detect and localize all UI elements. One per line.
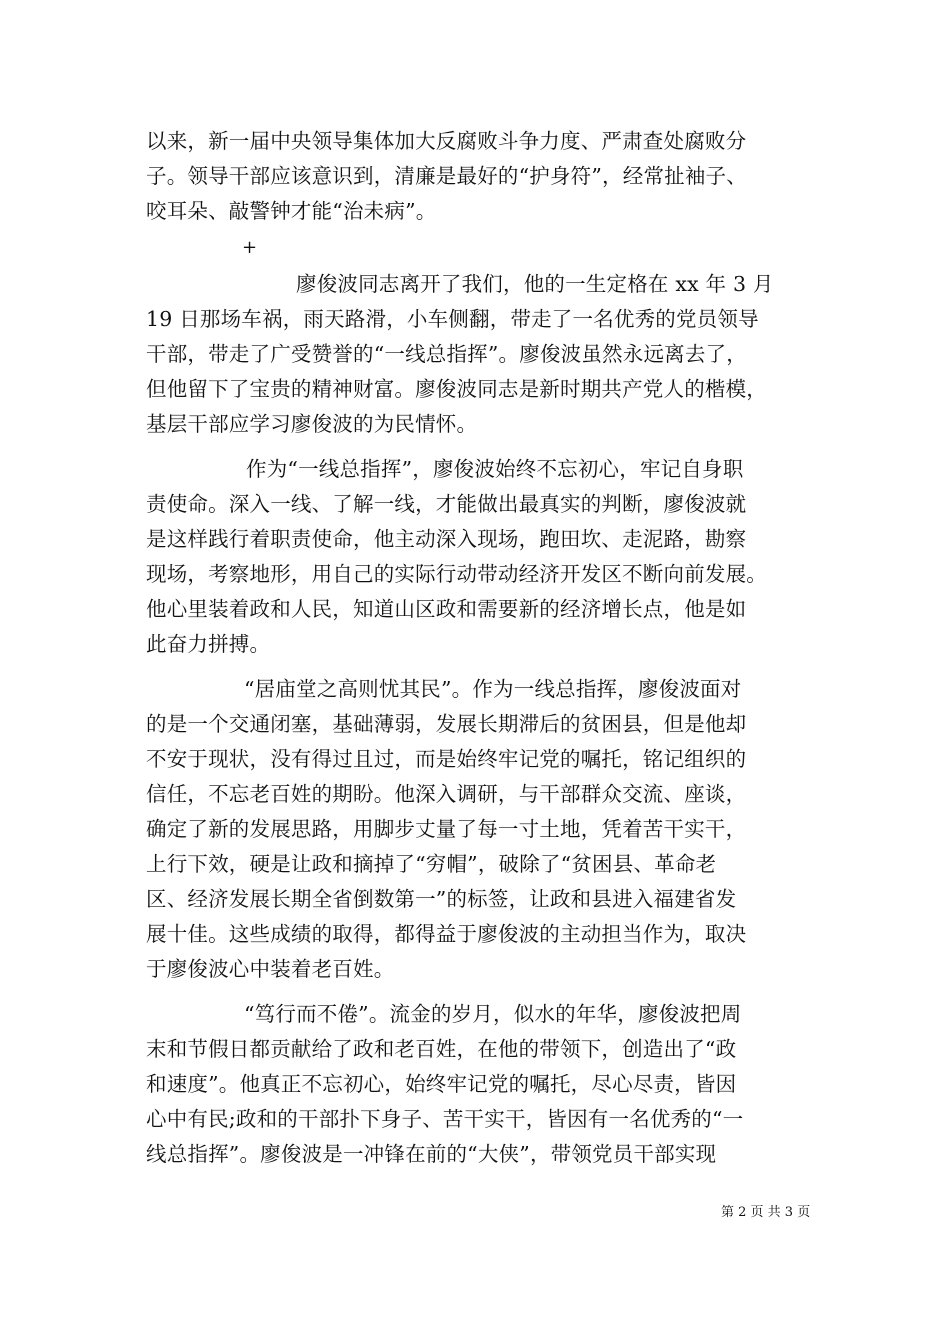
text-line: 基层干部应学习廖俊波的为民情怀。 bbox=[146, 412, 478, 436]
text-line: 心中有民;政和的干部扑下身子、苦干实干，皆因有一名优秀的“一 bbox=[146, 1107, 744, 1131]
page-number-footer: 第 2 页 共 3 页 bbox=[721, 1205, 811, 1220]
text-line: 以来，新一届中央领导集体加大反腐败斗争力度、严肃查处腐败分 bbox=[146, 129, 747, 153]
text-line: 上行下效，硬是让政和摘掉了“穷帽”，破除了“贫困县、革命老 bbox=[146, 852, 717, 876]
text-line: 确定了新的发展思路，用脚步丈量了每一寸土地，凭着苦干实干， bbox=[146, 817, 747, 841]
text-line: 咬耳朵、敲警钟才能“治未病”。 bbox=[146, 199, 437, 223]
text-line: 线总指挥”。廖俊波是一冲锋在前的“大侠”，带领党员干部实现 bbox=[146, 1142, 717, 1166]
text-line: 区、经济发展长期全省倒数第一”的标签，让政和县进入福建省发 bbox=[146, 887, 737, 911]
text-line: 子。领导干部应该意识到，清廉是最好的“护身符”，经常扯袖子、 bbox=[146, 164, 747, 188]
text-line: 他心里装着政和人民，知道山区政和需要新的经济增长点，他是如 bbox=[146, 597, 747, 621]
paragraph-first-line: 廖俊波同志离开了我们，他的一生定格在 xx 年 3 月 bbox=[296, 272, 774, 296]
text-line: 信任，不忘老百姓的期盼。他深入调研，与干部群众交流、座谈， bbox=[146, 782, 747, 806]
text-line: 于廖俊波心中装着老百姓。 bbox=[146, 957, 395, 981]
text-line: 是这样践行着职责使命，他主动深入现场，跑田坎、走泥路，勘察 bbox=[146, 527, 747, 551]
text-line: 责使命。深入一线、了解一线，才能做出最真实的判断，廖俊波就 bbox=[146, 492, 747, 516]
plus-marker: + bbox=[242, 237, 258, 258]
text-line: 末和节假日都贡献给了政和老百姓，在他的带领下，创造出了“政 bbox=[146, 1037, 737, 1061]
paragraph-first-line: 作为“一线总指挥”，廖俊波始终不忘初心，牢记自身职 bbox=[246, 457, 744, 481]
text-line: 和速度”。他真正不忘初心，始终牢记党的嘱托，尽心尽责，皆因 bbox=[146, 1072, 737, 1096]
text-line: 不安于现状，没有得过且过，而是始终牢记党的嘱托，铭记组织的 bbox=[146, 747, 747, 771]
paragraph-first-line: “笃行而不倦”。流金的岁月，似水的年华，廖俊波把周 bbox=[244, 1002, 742, 1026]
text-line: 19 日那场车祸，雨天路滑，小车侧翻，带走了一名优秀的党员领导 bbox=[146, 307, 759, 331]
text-line: 现场，考察地形，用自己的实际行动带动经济开发区不断向前发展。 bbox=[146, 562, 767, 586]
text-line: 但他留下了宝贵的精神财富。廖俊波同志是新时期共产党人的楷模， bbox=[146, 377, 767, 401]
text-line: 干部，带走了广受赞誉的“一线总指挥”。廖俊波虽然永远离去了， bbox=[146, 342, 747, 366]
text-line: 的是一个交通闭塞，基础薄弱，发展长期滞后的贫困县，但是他却 bbox=[146, 712, 747, 736]
paragraph-first-line: “居庙堂之高则忧其民”。作为一线总指挥，廖俊波面对 bbox=[244, 677, 742, 701]
text-line: 此奋力拼搏。 bbox=[146, 632, 271, 656]
text-line: 展十佳。这些成绩的取得，都得益于廖俊波的主动担当作为，取决 bbox=[146, 922, 747, 946]
